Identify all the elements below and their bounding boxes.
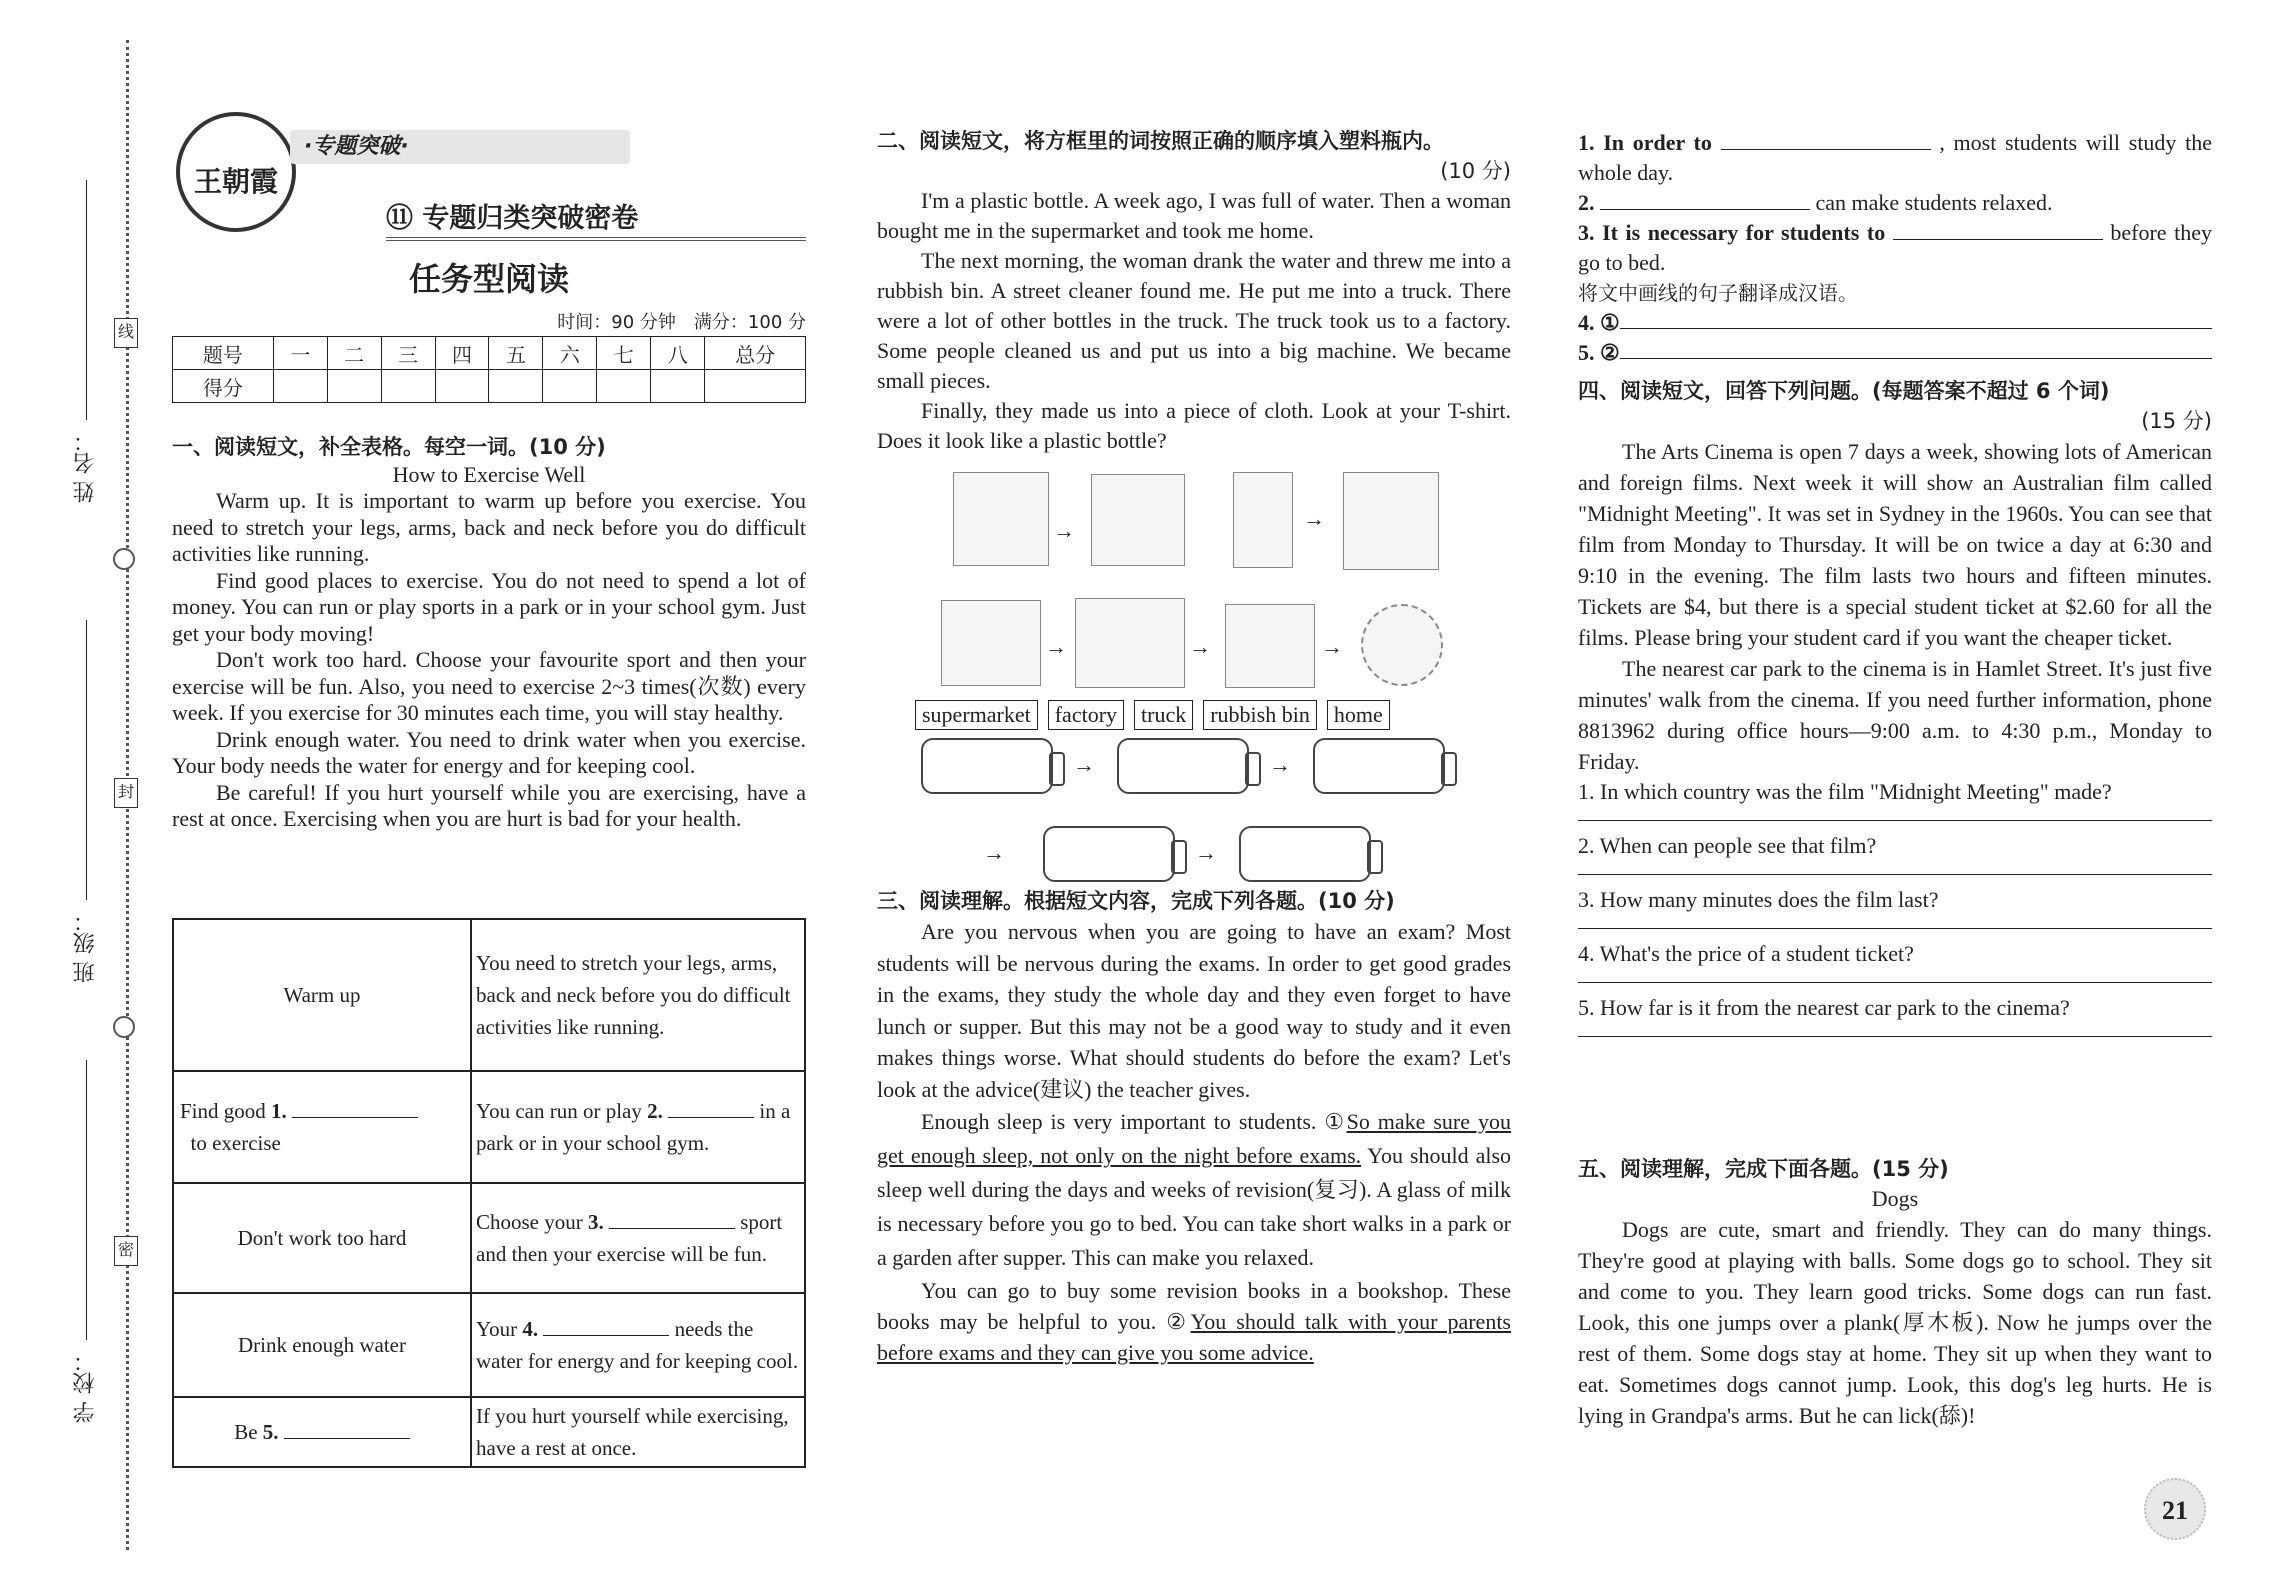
passage-paragraph: Finally, they made us into a piece of cloth. Look at your T-shirt. Does it look like a plastic bottle? xyxy=(877,398,1511,453)
woman-with-bottle-illustration xyxy=(1233,472,1293,568)
score-cell: 一 xyxy=(273,337,327,370)
table-row xyxy=(173,1183,805,1293)
summary-table xyxy=(172,918,806,1468)
arrow-icon: → xyxy=(1269,752,1291,777)
seal-label-secret: 密 xyxy=(114,1236,138,1266)
margin-name-label: 姓 名： xyxy=(73,430,98,503)
logo-text: 王朝霞 xyxy=(193,165,278,198)
score-cell: 得分 xyxy=(173,370,274,403)
seal-label-line: 线 xyxy=(114,318,138,348)
woman-rubbish-bin-illustration xyxy=(1343,472,1439,570)
table-cell xyxy=(173,1397,471,1467)
answer-blank-2[interactable] xyxy=(668,1097,754,1118)
table-cell: If you hurt yourself while exercising, have a rest at once. xyxy=(471,1397,805,1467)
passage-paragraph: Dogs are cute, smart and friendly. They can do many things. They're good at playing with balls. Some dogs go to school. They sit and come to you. They learn good tricks. Some dogs can run fast. Look, this one jumps over a plank(厚木板). Now he jumps over the rest of them. Some dogs stay at home. They sit up when they want to eat. Sometimes dogs cannot jump. Look, this dog's leg hurts. He is lying in Grandpa's arms. But he can lick(舔)! xyxy=(1578,1217,2212,1428)
passage-title: How to Exercise Well xyxy=(392,462,586,487)
series-heading xyxy=(386,196,806,241)
score-cell: 二 xyxy=(327,337,381,370)
passage-paragraph: Don't work too hard. Choose your favourite sport and then your exercise will be fun. Also, you need to exercise 2~3 times(次数) every week. If you exercise for 30 minutes each time, you will stay healthy. xyxy=(172,647,806,725)
score-input-cell[interactable] xyxy=(597,370,651,403)
passage-paragraph: I'm a plastic bottle. A week ago, I was full of water. Then a woman bought me in the supermarket and took me home. xyxy=(877,188,1511,243)
score-input-cell[interactable] xyxy=(273,370,327,403)
table-row xyxy=(173,1293,805,1397)
factory-machine-illustration xyxy=(1225,604,1315,688)
table-cell: Don't work too hard xyxy=(173,1183,471,1293)
cell-text: to exercise xyxy=(190,1131,281,1155)
section-3 xyxy=(877,886,1511,1368)
banner-label: ·专题突破· xyxy=(290,130,630,164)
table-cell xyxy=(173,1071,471,1183)
cell-text: sport and then your exercise will be fun. xyxy=(476,1210,783,1266)
table-cell: You need to stretch your legs, arms, back and neck before you do difficult activities like running. xyxy=(471,919,805,1071)
blank-number: 3. xyxy=(588,1210,604,1234)
question-text: , most students will study the whole day. xyxy=(1578,130,2213,185)
text-span: You should also sleep well during the days and weeks of revision(复习). A glass of milk is necessary before you go to bed. You can take short walks in a park or a garden after supper. This can make you relaxed. xyxy=(877,1143,1512,1270)
score-table-header-row xyxy=(173,337,806,370)
time-score-info: 时间：90 分钟 满分：100 分 xyxy=(557,312,806,333)
underlined-sentence-1: So make sure you get enough sleep, not only on the night before exams. xyxy=(877,1109,1511,1168)
question-text: 3. It is necessary for students to xyxy=(1578,220,1886,245)
score-input-cell[interactable] xyxy=(435,370,489,403)
passage-title: Dogs xyxy=(1871,1186,1919,1211)
answer-line[interactable] xyxy=(1578,861,2212,875)
score-table xyxy=(172,336,806,403)
table-cell: Warm up xyxy=(173,919,471,1071)
margin-name-line xyxy=(86,180,87,420)
page-title: 任务型阅读 xyxy=(408,260,569,298)
answer-line[interactable] xyxy=(1578,807,2212,821)
table-row xyxy=(173,919,805,1071)
table-cell xyxy=(471,1293,805,1397)
arrow-icon: → xyxy=(1053,518,1075,543)
cell-text: Choose your xyxy=(476,1210,588,1234)
passage-paragraph: Be careful! If you hurt yourself while you are exercising, have a rest at once. Exercising when you are hurt is bad for your health. xyxy=(172,779,806,831)
arrow-icon: → xyxy=(1073,752,1095,777)
score-table-score-row xyxy=(173,370,806,403)
series-title: 专题归类突破密卷 xyxy=(422,203,639,234)
question-text: before they go to bed. xyxy=(1578,220,2212,275)
answer-blank[interactable] xyxy=(1721,129,1931,150)
text-span: You can go to buy some revision books in a bookshop. These books may be helpful to you. ② xyxy=(877,1278,1511,1334)
tshirt-illustration xyxy=(1361,604,1443,686)
text-span: Enough sleep is very important to students. ① xyxy=(921,1109,1347,1134)
score-input-cell[interactable] xyxy=(651,370,705,403)
word-box-row xyxy=(915,700,1505,730)
blank-number: 4. xyxy=(522,1317,539,1341)
score-input-cell[interactable] xyxy=(705,370,806,403)
series-number: ⑪ xyxy=(386,203,413,234)
score-input-cell[interactable] xyxy=(543,370,597,403)
passage-paragraph: The next morning, the woman drank the water and threw me into a rubbish bin. A street cleaner found me. He put me into a truck. There were a lot of other bottles in the truck. The truck took us to a factory. Some people cleaned us and put us into a big machine. We became small pieces. xyxy=(877,248,1511,393)
answer-blank-4[interactable] xyxy=(543,1315,669,1336)
supermarket-illustration xyxy=(953,472,1049,566)
word-box: home xyxy=(1327,700,1390,730)
section-4-points: (15 分) xyxy=(2141,409,2212,433)
table-cell xyxy=(471,1071,805,1183)
spiral-icon xyxy=(113,1016,135,1038)
score-cell: 六 xyxy=(543,337,597,370)
word-box: supermarket xyxy=(915,700,1038,730)
blank-number: 5. xyxy=(262,1420,279,1444)
passage-paragraph: Drink enough water. You need to drink water when you exercise. Your body needs the water for energy and for keeping cool. xyxy=(172,726,806,778)
bottle-answer-3[interactable] xyxy=(1313,738,1445,794)
passage-paragraph: Find good places to exercise. You do not need to spend a lot of money. You can run or play sports in a park or in your school gym. Just get your body moving! xyxy=(172,567,806,646)
question-item xyxy=(1578,218,2212,278)
section-2 xyxy=(877,126,1511,456)
section-3-questions xyxy=(1578,128,2212,368)
answer-blank-1[interactable] xyxy=(292,1097,418,1118)
cell-text: Be xyxy=(234,1420,263,1444)
table-cell: Drink enough water xyxy=(173,1293,471,1397)
question-text: 2. xyxy=(1578,190,1595,215)
table-row xyxy=(173,1071,805,1183)
arrow-icon: → xyxy=(1303,506,1325,531)
passage-paragraph: The nearest car park to the cinema is in Hamlet Street. It's just five minutes' walk from the cinema. If you need further information, phone 8813962 during office hours—9:00 a.m. to 4:30 p.m., Monday to Friday. xyxy=(1578,656,2212,774)
margin-school-line xyxy=(86,1060,87,1340)
question-text: 1. In order to xyxy=(1578,130,1712,155)
table-row xyxy=(173,1397,805,1467)
answer-line[interactable] xyxy=(1578,969,2212,983)
street-cleaner-illustration xyxy=(941,600,1041,686)
spiral-icon xyxy=(113,548,135,570)
score-input-cell[interactable] xyxy=(381,370,435,403)
arrow-icon: → xyxy=(1045,634,1067,659)
question-item xyxy=(1578,338,2212,368)
passage-paragraph xyxy=(877,1275,1511,1368)
arrow-icon: → xyxy=(983,840,1005,865)
truck-illustration xyxy=(1075,598,1185,688)
seal-label-seal: 封 xyxy=(114,778,138,808)
cell-text: in a park or in your school gym. xyxy=(476,1099,791,1155)
section-3-heading: 三、阅读理解。根据短文内容，完成下列各题。(10 分) xyxy=(877,889,1395,913)
score-input-cell[interactable] xyxy=(489,370,543,403)
score-cell: 八 xyxy=(651,337,705,370)
answer-blank-5[interactable] xyxy=(284,1418,410,1439)
arrow-icon: → xyxy=(1321,634,1343,659)
word-box: factory xyxy=(1048,700,1124,730)
question-item xyxy=(1578,188,2212,218)
score-cell: 总分 xyxy=(705,337,806,370)
question-item: 1. In which country was the film "Midnight Meeting" made? xyxy=(1578,779,2112,804)
question-item: 5. How far is it from the nearest car park to the cinema? xyxy=(1578,995,2070,1020)
question-item: 4. What's the price of a student ticket? xyxy=(1578,941,1914,966)
cell-text: needs the water for energy and for keeping cool. xyxy=(476,1317,799,1373)
cell-text: Your xyxy=(476,1317,523,1341)
question-item xyxy=(1578,128,2212,188)
answer-blank[interactable] xyxy=(1893,219,2103,240)
cell-text: Find good xyxy=(180,1099,272,1123)
page-number: 21 xyxy=(2162,1496,2188,1525)
bottle-answer-5[interactable] xyxy=(1239,826,1371,882)
blank-number: 1. xyxy=(271,1099,287,1123)
passage-paragraph: Are you nervous when you are going to have an exam? Most students will be nervous during the exams. In order to get good grades in the exams, they study the whole day and they even forget to have lunch or supper. But this may not be a good way to study and it even makes things worse. What should students do before the exam? Let's look at the advice(建议) the teacher gives. xyxy=(877,919,1511,1102)
margin-school-label: 学 校： xyxy=(73,1350,98,1423)
section-1-heading: 一、阅读短文，补全表格。每空一词。(10 分) xyxy=(172,435,606,459)
score-cell: 三 xyxy=(381,337,435,370)
arrow-icon: → xyxy=(1189,634,1211,659)
cell-text: You can run or play xyxy=(476,1099,648,1123)
answer-line[interactable] xyxy=(1620,338,2212,359)
score-cell: 五 xyxy=(489,337,543,370)
section-4-heading: 四、阅读短文，回答下列问题。(每题答案不超过 6 个词) xyxy=(1578,379,2110,403)
score-cell: 题号 xyxy=(173,337,274,370)
logo-seal xyxy=(176,112,296,232)
bottle-answer-2[interactable] xyxy=(1117,738,1249,794)
table-cell xyxy=(471,1183,805,1293)
section-4 xyxy=(1578,376,2212,1047)
score-cell: 七 xyxy=(597,337,651,370)
passage-paragraph xyxy=(877,1105,1511,1275)
underlined-sentence-2: You should talk with your parents before exams and they can give you some advice. xyxy=(877,1309,1511,1365)
bottle-answer-1[interactable] xyxy=(921,738,1053,794)
word-box: rubbish bin xyxy=(1203,700,1317,730)
section-5-heading: 五、阅读理解，完成下面各题。(15 分) xyxy=(1578,1157,1949,1181)
score-cell: 四 xyxy=(435,337,489,370)
question-item: 3. How many minutes does the film last? xyxy=(1578,887,1939,912)
answer-blank[interactable] xyxy=(1600,189,1810,210)
margin-class-label: 班 级： xyxy=(73,910,98,983)
answer-line[interactable] xyxy=(1578,1023,2212,1037)
question-text: can make students relaxed. xyxy=(1815,190,2053,215)
section-2-points: (10 分) xyxy=(1440,159,1511,183)
page-number-flower xyxy=(2144,1478,2206,1540)
answer-blank-3[interactable] xyxy=(609,1208,735,1229)
question-text: 4. ① xyxy=(1578,310,1620,335)
woman-at-fridge-illustration xyxy=(1091,474,1185,566)
answer-line[interactable] xyxy=(1620,308,2212,329)
score-input-cell[interactable] xyxy=(327,370,381,403)
question-text: 5. ② xyxy=(1578,340,1620,365)
section-1 xyxy=(172,432,806,833)
question-item: 2. When can people see that film? xyxy=(1578,833,1877,858)
blank-number: 2. xyxy=(647,1099,663,1123)
section-5 xyxy=(1578,1154,2212,1431)
bottle-answer-4[interactable] xyxy=(1043,826,1175,882)
answer-line[interactable] xyxy=(1578,915,2212,929)
question-item xyxy=(1578,308,2212,338)
passage-paragraph: Warm up. It is important to warm up before you exercise. You need to stretch your legs, arms, back and neck before you do difficult activities like running. xyxy=(172,488,806,566)
margin-class-line xyxy=(86,620,87,900)
word-box: truck xyxy=(1134,700,1193,730)
arrow-icon: → xyxy=(1195,840,1217,865)
section-2-heading: 二、阅读短文，将方框里的词按照正确的顺序填入塑料瓶内。 xyxy=(877,129,1444,153)
passage-paragraph: The Arts Cinema is open 7 days a week, showing lots of American and foreign films. Next week it will show an Australian film called "Midnight Meeting". It was set in Sydney in the 1960s. You can see that film from Monday to Thursday. It will be on twice a day at 6:30 and 9:10 in the evening. The film lasts two hours and fifteen minutes. Tickets are $4, but there is a special student ticket at $2.60 for all the films. Please bring your student card if you want the cheaper ticket. xyxy=(1578,439,2212,650)
translate-instruction: 将文中画线的句子翻译成汉语。 xyxy=(1578,281,1858,305)
